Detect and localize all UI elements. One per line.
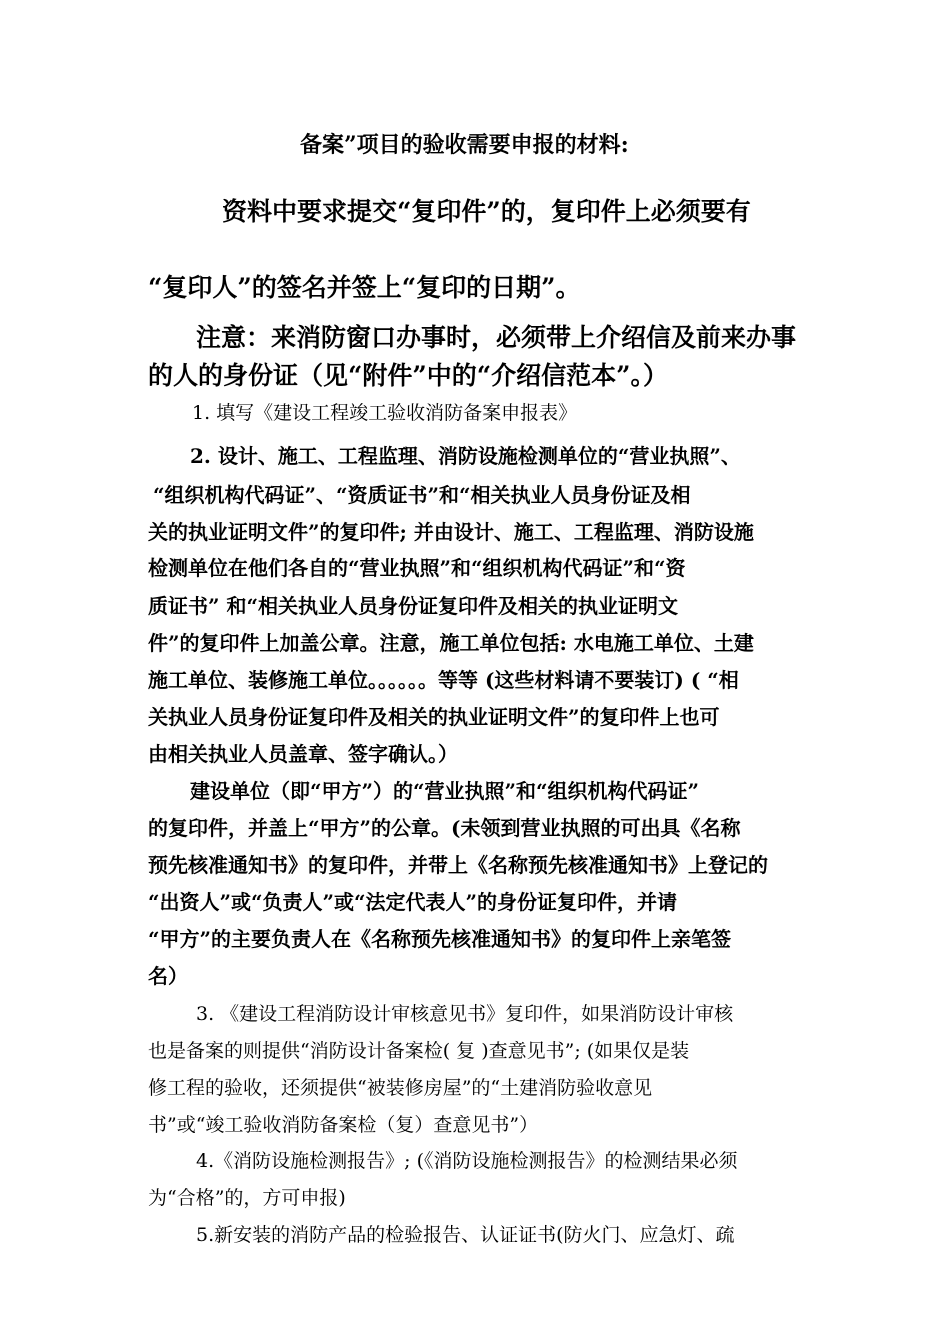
item-3-line-4: 书”或“竣工验收消防备案检（复）查意见书”） — [148, 1114, 539, 1136]
item-3-line-1: 3. 《建设工程消防设计审核意见书》复印件，如果消防设计审核 — [196, 1003, 734, 1025]
builder-line-4: “出资人”或“负责人”或“法定代表人”的身份证复印件，并请 — [148, 890, 678, 914]
item-2-line-8: 关执业人员身份证复印件及相关的执业证明文件”的复印件上也可 — [148, 705, 720, 729]
item-2-line-9: 由相关执业人员盖章、签字确认。） — [148, 742, 458, 766]
item-1: 1. 填写《建设工程竣工验收消防备案申报表》 — [192, 402, 578, 424]
intro-line-2: “复印人”的签名并签上“复印的日期”。 — [148, 273, 581, 302]
item-2-line-6: 件”的复印件上加盖公章。注意，施工单位包括: 水电施工单位、土建 — [148, 631, 754, 655]
notice-line-2: 的人的身份证（见“附件”中的“介绍信范本”。） — [148, 361, 669, 390]
builder-line-6: 名） — [148, 964, 188, 988]
item-3-line-3: 修工程的验收，还须提供“被装修房屋”的“土建消防验收意见 — [148, 1077, 653, 1099]
item-2-line-1: 2. 设计、施工、工程监理、消防设施检测单位的“营业执照”、 — [190, 444, 741, 468]
builder-line-1: 建设单位（即“甲方”）的“营业执照”和“组织机构代码证” — [190, 779, 700, 803]
document-title: 备案”项目的验收需要申报的材料: — [300, 132, 629, 158]
item-2-line-4: 检测单位在他们各自的“营业执照”和“组织机构代码证”和“资 — [148, 556, 686, 580]
builder-line-3: 预先核准通知书》的复印件，并带上《名称预先核准通知书》上登记的 — [148, 853, 768, 877]
item-2-line-7: 施工单位、装修施工单位。。。。。。等等 (这些材料请不要装订) ( “相 — [148, 668, 739, 692]
builder-line-5: “甲方”的主要负责人在《名称预先核准通知书》的复印件上亲笔签 — [148, 927, 732, 951]
item-5-line-1: 5.新安装的消防产品的检验报告、认证证书(防火门、应急灯、疏 — [196, 1224, 735, 1246]
item-3-line-2: 也是备案的则提供“消防设计备案检( 复 )查意见书”; (如果仅是装 — [148, 1040, 690, 1062]
item-2-line-3: 关的执业证明文件”的复印件; 并由设计、施工、工程监理、消防设施 — [148, 520, 754, 544]
item-4-line-2: 为“合格”的，方可申报) — [148, 1187, 346, 1209]
notice-line-1: 注意：来消防窗口办事时，必须带上介绍信及前来办事 — [196, 323, 797, 352]
item-2-line-2: “组织机构代码证”、“资质证书”和“相关执业人员身份证及相 — [153, 483, 691, 507]
item-4-line-1: 4.《消防设施检测报告》; (《消防设施检测报告》的检测结果必须 — [196, 1150, 738, 1172]
item-2-line-5: 质证书” 和“相关执业人员身份证复印件及相关的执业证明文 — [148, 594, 678, 618]
intro-line-1: 资料中要求提交“复印件”的，复印件上必须要有 — [222, 197, 751, 226]
builder-line-2: 的复印件，并盖上“甲方”的公章。(未领到营业执照的可出具《名称 — [148, 816, 741, 840]
